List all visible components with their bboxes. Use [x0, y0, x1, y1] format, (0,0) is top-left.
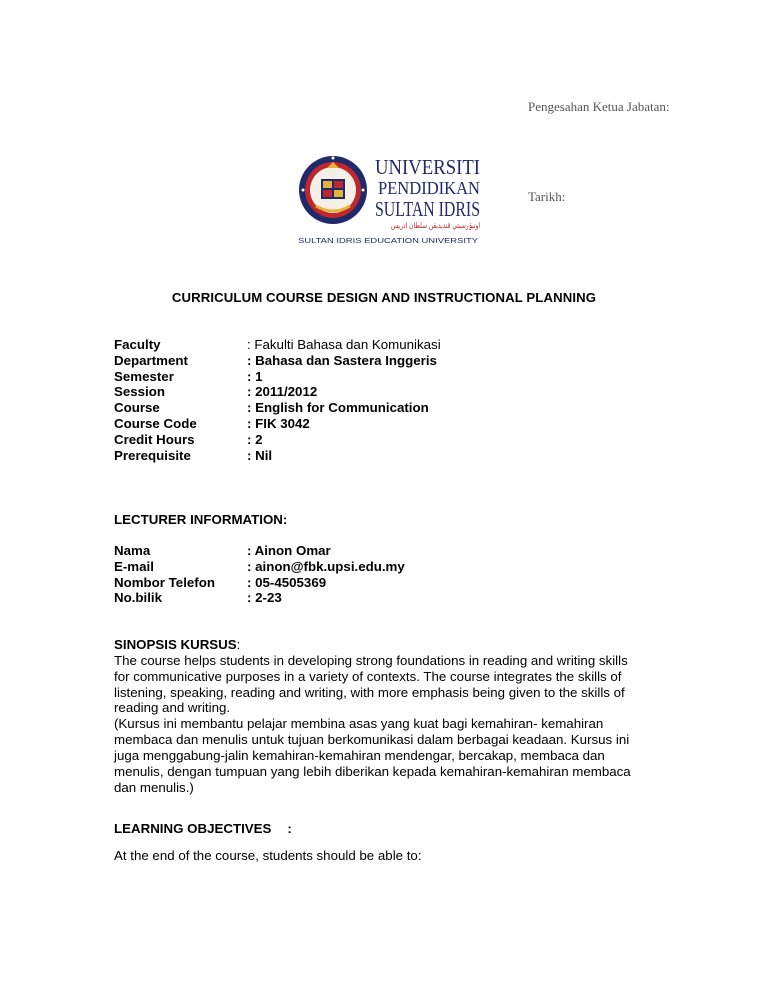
lecturer-info-row-label: Nombor Telefon — [114, 574, 215, 590]
course-info-row-value: : Bahasa dan Sastera Inggeris — [247, 352, 437, 368]
logo-line1: UNIVERSITI — [375, 155, 480, 179]
course-info-row — [114, 400, 441, 416]
synopsis-colon: : — [236, 637, 241, 652]
objectives-heading: LEARNING OBJECTIVES — [114, 821, 272, 836]
course-info-row-value: : Nil — [247, 447, 273, 463]
course-info-row — [114, 369, 441, 385]
lecturer-info-row-label: No.bilik — [114, 590, 163, 606]
course-info-row — [114, 448, 441, 464]
lecturer-info-row — [114, 559, 405, 575]
course-info-row-label: Prerequisite — [114, 447, 191, 463]
synopsis-heading: SINOPSIS KURSUS — [114, 637, 237, 652]
synopsis-section — [114, 637, 659, 795]
course-info-row-label: Course Code — [114, 415, 197, 431]
lecturer-info-row-value: : ainon@fbk.upsi.edu.my — [247, 558, 405, 574]
approval-label: Pengesahan Ketua Jabatan: — [528, 99, 670, 114]
synopsis-body — [114, 653, 659, 796]
lecturer-info-table — [114, 543, 405, 606]
course-info-row-value: : 1 — [247, 368, 263, 384]
course-info-row-label: Session — [114, 384, 165, 400]
lecturer-info-row — [114, 590, 405, 606]
lecturer-info-row-value: : 2-23 — [247, 590, 282, 606]
course-info-row-label: Faculty — [114, 337, 161, 352]
synopsis-line: menulis, dengan tumpuan yang lebih diberikan kepada kemahiran-kemahiran membaca — [114, 763, 631, 779]
lecturer-info-row — [114, 543, 405, 559]
course-info-row-value: : 2 — [247, 431, 263, 447]
course-info-row — [114, 353, 441, 369]
course-info-row-label: Course — [114, 400, 160, 416]
logo-english-name: SULTAN IDRIS EDUCATION UNIVERSITY — [298, 236, 478, 245]
lecturer-info-row — [114, 575, 405, 591]
course-info-row-label: Department — [114, 352, 188, 368]
synopsis-heading-line — [114, 637, 659, 653]
synopsis-line: juga menggabung-jalin kemahiran-kemahiran mendengar, bercakap, membaca dan — [114, 747, 605, 763]
course-info-row-label: Semester — [114, 368, 174, 384]
course-info-row-value: : 2011/2012 — [247, 384, 318, 400]
synopsis-line: for communicative purposes in a variety of contexts. The course integrates the skills of — [114, 668, 622, 684]
lecturer-info-row-label: E-mail — [114, 558, 154, 574]
course-info-row — [114, 432, 441, 448]
objectives-colon: : — [287, 821, 292, 836]
course-info-row-value: : FIK 3042 — [247, 415, 310, 431]
date-label: Tarikh: — [528, 189, 566, 204]
document-title: CURRICULUM COURSE DESIGN AND INSTRUCTIONAL PLANNING — [171, 290, 597, 305]
logo-line3: SULTAN IDRIS — [375, 197, 480, 221]
synopsis-line: The course helps students in developing strong foundations in reading and writing skills — [114, 652, 628, 668]
course-info-row-value: : English for Communication — [247, 400, 429, 416]
synopsis-line: reading and writing. — [114, 700, 231, 716]
course-info-table — [114, 337, 441, 463]
university-logo — [296, 150, 486, 248]
objectives-intro: At the end of the course, students should be able to: — [114, 848, 422, 863]
synopsis-line: listening, speaking, reading and writing, with more emphasis being given to the skills of — [114, 684, 625, 700]
university-seal-icon — [299, 156, 367, 224]
logo-jawi: اونيۏرسيتي ڤنديديقن سلطان ادريس — [391, 221, 480, 230]
course-info-row-label: Credit Hours — [114, 431, 195, 447]
synopsis-line: dan menulis.) — [114, 779, 194, 795]
course-info-row — [114, 337, 441, 353]
lecturer-info-row-value: : Ainon Omar — [247, 543, 331, 558]
lecturer-info-row-label: Nama — [114, 543, 151, 558]
course-info-row-value: : Fakulti Bahasa dan Komunikasi — [247, 337, 441, 352]
synopsis-line: membaca dan menulis untuk tujuan berkomunikasi dalam berbagai keadaan. Kursus ini — [114, 732, 630, 748]
objectives-heading-line — [114, 821, 292, 836]
logo-line2: PENDIDIKAN — [378, 178, 480, 198]
synopsis-line: (Kursus ini membantu pelajar membina asas yang kuat bagi kemahiran- kemahiran — [114, 716, 604, 732]
course-info-row — [114, 416, 441, 432]
lecturer-info-row-value: : 05-4505369 — [247, 574, 327, 590]
course-info-row — [114, 384, 441, 400]
lecturer-heading: LECTURER INFORMATION: — [114, 512, 288, 527]
